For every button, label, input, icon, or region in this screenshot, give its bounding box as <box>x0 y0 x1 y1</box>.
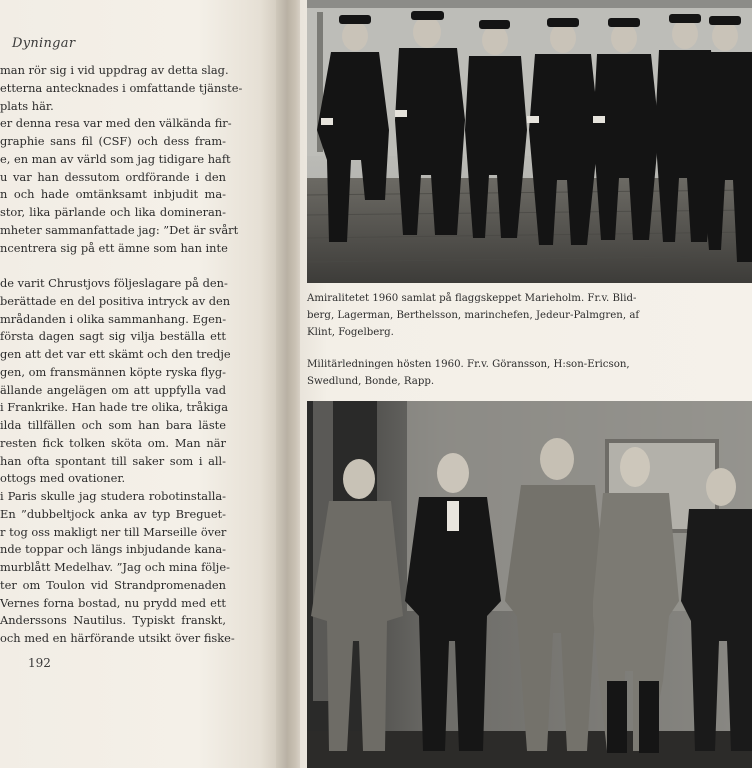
text-line: plats här. <box>0 98 54 113</box>
text-line: de varit Chrustjovs följeslagare på den- <box>0 276 228 290</box>
running-head: Dyningar <box>12 36 76 51</box>
text-line: man rör sig i vid uppdrag av detta slag. <box>0 63 229 77</box>
text-line: ncentrera sig på ett ämne som han inte <box>0 240 228 255</box>
text-line: graphie sans fil (CSF) och dess fram- <box>0 134 226 148</box>
bottom-photo-caption: Militärledningen hösten 1960. Fr.v. Göransson, H:son-Ericson, Swedlund, Bonde, Rapp. <box>307 359 630 387</box>
text-line: i Paris skulle jag studera robotinstalla- <box>0 489 226 503</box>
text-line: n och hade omtänksamt inbjudit ma- <box>0 187 226 202</box>
text-line: mheter sammanfattade jag: ”Det är svårt <box>0 222 239 237</box>
paragraph-gap <box>0 257 226 275</box>
text-line: gen att det var ett skämt och den tredje <box>0 347 231 361</box>
text-line: e, en man av värld som jag tidigare haft <box>0 151 231 166</box>
text-line: ottogs med ovationer. <box>0 471 126 486</box>
body-text <box>0 62 243 648</box>
text-line: nde toppar och längs inbjudande kana- <box>0 542 226 557</box>
page-number: 192 <box>28 656 51 670</box>
left-page <box>0 0 282 768</box>
text-line: ilda tillfällen och som han bara läste <box>0 418 226 432</box>
military-leadership-photo <box>307 401 752 768</box>
admiralty-group-photo <box>307 0 752 283</box>
text-line: ällande angelägen om att uppfylla vad <box>0 382 226 397</box>
text-line: stor, lika pärlande och lika domineran- <box>0 205 226 219</box>
text-line: ter om Toulon vid Strandpromenaden <box>0 577 226 592</box>
text-line: första dagen sagt sig vilja beställa ett <box>0 329 226 344</box>
admiralty-photo-illustration <box>307 0 752 283</box>
text-line: Anderssons Nautilus. Typiskt franskt, <box>0 613 226 628</box>
text-line: u var han dessutom ordförande i den <box>0 169 226 184</box>
text-line: En ”dubbeltjock anka av typ Breguet- <box>0 506 226 521</box>
text-line: och med en härförande utsikt över fiske- <box>0 631 235 645</box>
text-line: resten fick tolken sköta om. Man när <box>0 435 226 450</box>
text-line: er denna resa var med den välkända fir- <box>0 116 232 131</box>
text-line: han ofta spontant till saker som i all- <box>0 453 226 468</box>
text-line: murblått Medelhav. ”Jag och mina följe- <box>0 560 230 574</box>
text-line: r tog oss makligt ner till Marseille över <box>0 524 227 539</box>
text-line: i Frankrike. Han hade tre olika, tråkiga <box>0 400 228 415</box>
text-line: Vernes forna bostad, nu prydd med ett <box>0 595 226 610</box>
text-line: etterna antecknades i omfattande tjänste- <box>0 80 243 95</box>
text-line: berättade en del positiva intryck av den <box>0 293 231 308</box>
top-photo-caption: Amiralitetet 1960 samlat på flaggskeppet Marieholm. Fr.v. Blid-berg, Lagerman, Berthelsson, marinchefen, Jedeur-Palmgren, af Klint, Fogelberg. <box>307 293 640 338</box>
military-photo-illustration <box>307 401 752 768</box>
text-line: gen, om fransmännen köpte ryska flyg- <box>0 364 226 379</box>
text-line: mrådanden i olika sammanhang. Egen- <box>0 311 227 326</box>
